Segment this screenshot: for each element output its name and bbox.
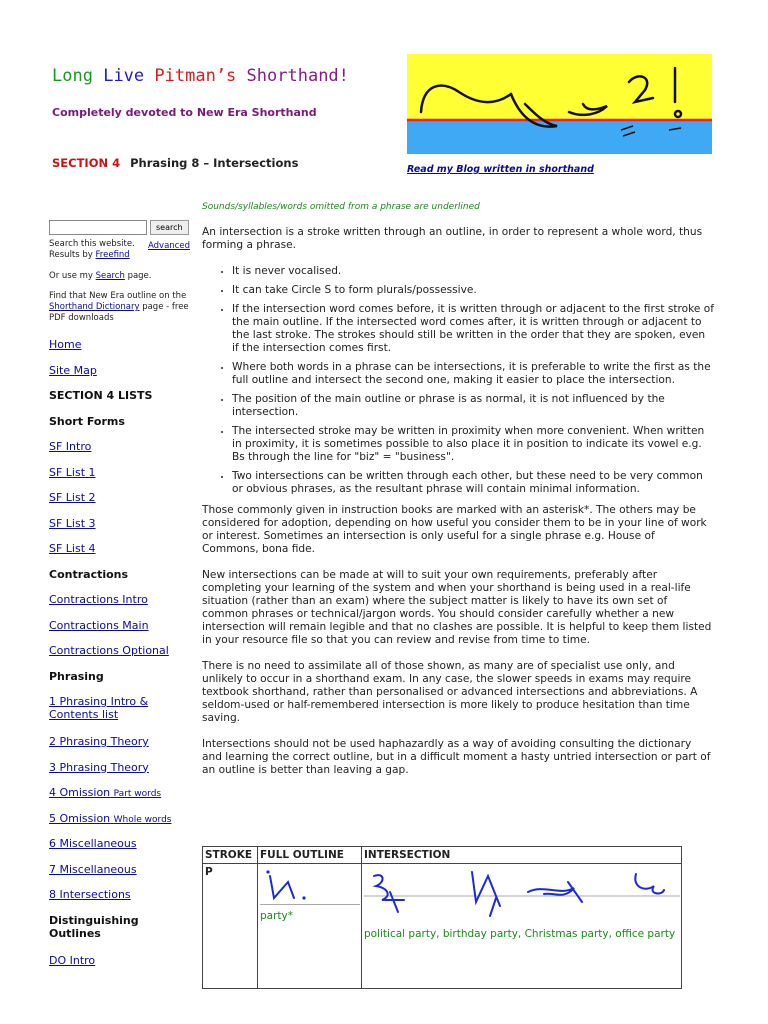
sidebar-link-contractions-optional[interactable] (49, 644, 189, 670)
body-paragraph: Intersections should not be used haphazardly as a way of avoiding consulting the dictionary and learning the correct outline, but in a difficult moment a hasty untried intersection or part of an outline is better than leaving a gap. (202, 738, 711, 776)
body-paragraph: There is no need to assimilate all of those shown, as many are of specialist use only, and unlikely to occur in a shorthand exam. In any case, the slower speeds in exams may require textbook shorthand, rather than personalised or advanced intersections and abbreviations. A seldom-used or half-remembered intersection is more likely to produce hesitation than time saving. (202, 660, 698, 724)
nav-label: 2 Phrasing Theory (49, 735, 149, 748)
sidebar-heading-distinguishing-outlines (49, 914, 189, 954)
nav-label: Contractions Intro (49, 593, 148, 606)
nav-label-small: Part words (113, 789, 162, 799)
sidebar-heading-phrasing (49, 670, 189, 696)
nav-label: Home (49, 338, 82, 351)
sidebar-link-sf-intro[interactable] (49, 440, 189, 466)
nav-label: 3 Phrasing Theory (49, 760, 149, 774)
list-item: • If the intersection word comes before, it is written through or adjacent to the first stroke of the main outline. If the intersected word comes after, it is written through or adjacent to the last stroke. The strokes should still be written in the order that they are spoken, even if the intersection comes first. (232, 303, 714, 355)
sidebar-heading-section-4-lists (49, 389, 189, 415)
nav-label: Site Map (49, 363, 97, 377)
section-heading (52, 156, 298, 170)
title-word-pitmans: Pitman’s (154, 66, 237, 86)
search-page-note (49, 271, 189, 282)
nav-label: 7 Miscellaneous (49, 862, 137, 876)
page-text: page. (127, 271, 152, 281)
full-outline-cell (258, 864, 362, 989)
main-content (202, 226, 714, 790)
search-meta (49, 239, 189, 263)
search-button[interactable]: search (150, 220, 189, 235)
header-full-outline: FULL OUTLINE (258, 847, 362, 864)
list-item: • Two intersections can be written through each other, but these need to be very common or obvious phrases, as the resultant phrase will contain minimal information. (232, 470, 714, 496)
sidebar-link-sf-list-3[interactable] (49, 517, 189, 543)
nav-label: 6 Miscellaneous (49, 837, 137, 850)
dictionary-note (49, 291, 189, 324)
list-item: • It is never vocalised. (232, 265, 714, 278)
intersection-cell (362, 864, 682, 989)
nav-label: SF List 2 (49, 491, 96, 504)
title-word-long: Long (52, 66, 93, 86)
sidebar-link-sf-list-1[interactable] (49, 466, 189, 492)
omission-note: Sounds/syllables/words omitted from a phrase are underlined (202, 202, 480, 212)
sidebar (49, 220, 189, 979)
nav-label: SECTION 4 LISTS (49, 389, 153, 402)
sidebar-link-8-intersections[interactable] (49, 888, 189, 914)
downloads-text: page - free PDF downloads (49, 302, 189, 323)
shorthand-dictionary-link[interactable]: Shorthand Dictionary (49, 302, 140, 312)
body-paragraph: New intersections can be made at will to suit your own requirements, preferably after completing your learning of the system and when your shorthand is being used in a real-life situation (rather than an exam) where the subject matter is likely to have its own set of common phrases or technical/jargon words. You should consider carefully whether a new intersection will remain legible and that no clashes are possible. It is helpful to keep them listed in your resource file so that you can review and revise from time to time. (202, 569, 712, 646)
or-use-text: Or use my (49, 271, 93, 281)
nav-label: 8 Intersections (49, 888, 131, 901)
header-stroke: STROKE (203, 847, 258, 864)
sidebar-heading-short-forms (49, 415, 189, 441)
nav-label: 4 Omission (49, 786, 111, 799)
full-outline-inner (260, 866, 359, 986)
table-header-row (203, 847, 682, 864)
nav-label: 5 Omission (49, 811, 111, 825)
site-tagline: Completely devoted to New Era Shorthand (52, 106, 317, 119)
list-item: • The intersected stroke may be written in proximity when more convenient. When written in proximity, it is sometimes possible to also place it in position to indicate its vowel e.g. Bs through the line for "biz" = "business". (232, 425, 714, 464)
sidebar-link-sf-list-4[interactable] (49, 542, 189, 568)
nav-label: Phrasing (49, 669, 104, 683)
sidebar-link-do-intro[interactable] (49, 954, 189, 980)
nav-label: Contractions Optional (49, 644, 169, 657)
sidebar-link-contractions-main[interactable] (49, 619, 189, 645)
nav-label: Short Forms (49, 414, 125, 428)
full-outline-caption: party* (260, 910, 293, 922)
nav-label: SF Intro (49, 440, 92, 453)
shorthand-intersections-image (364, 866, 684, 926)
title-word-shorthand: Shorthand! (246, 66, 349, 86)
nav-label: SF List 3 (49, 516, 96, 530)
sidebar-link-contractions-intro[interactable] (49, 593, 189, 619)
sidebar-link-4-omission[interactable] (49, 786, 189, 812)
intersection-caption: political party, birthday party, Christmas party, office party (364, 928, 676, 940)
nav-label: DO Intro (49, 953, 96, 967)
intro-paragraph: An intersection is a stroke written through an outline, in order to represent a whole word, thus forming a phrase. (202, 226, 703, 251)
nav-label: SF List 4 (49, 542, 96, 555)
table-row (203, 864, 682, 989)
sidebar-link-3-phrasing-theory[interactable] (49, 761, 189, 787)
sidebar-link-sf-list-2[interactable] (49, 491, 189, 517)
sidebar-link-7-miscellaneous[interactable] (49, 863, 189, 889)
search-input[interactable] (49, 220, 147, 235)
stroke-cell (203, 864, 258, 989)
stroke-value: P (205, 866, 213, 878)
header-intersection: INTERSECTION (362, 847, 682, 864)
list-item: • The position of the main outline or phrase is as normal, it is not influenced by the intersection. (232, 393, 714, 419)
sidebar-link-home[interactable] (49, 338, 189, 364)
intersection-inner (364, 866, 679, 986)
section-label: SECTION 4 (52, 156, 121, 170)
sidebar-link-5-omission[interactable] (49, 812, 189, 838)
shorthand-outline-party-image (260, 868, 360, 908)
nav-label: SF List 1 (49, 465, 96, 479)
outline-baseline (260, 904, 360, 905)
freefind-link[interactable]: Freefind (95, 250, 130, 260)
find-text: Find that New Era outline on the (49, 291, 187, 301)
results-by-text: Results by (49, 250, 93, 260)
sidebar-link-site-map[interactable] (49, 364, 189, 390)
search-row (49, 220, 189, 235)
intersections-table (202, 846, 682, 989)
sidebar-heading-contractions (49, 568, 189, 594)
body-paragraph: Those commonly given in instruction books are marked with an asterisk*. The others may be considered for adoption, depending on how useful you consider them to be in your line of work or interest. Sometimes an intersection is only useful for a single phrase e.g. House of Commons, bona fide. (202, 504, 707, 555)
search-page-link[interactable]: Search (95, 271, 125, 281)
title-word-live: Live (103, 66, 145, 86)
rules-list (202, 265, 714, 496)
nav-label: Contractions (49, 567, 129, 581)
site-title (52, 66, 349, 86)
sidebar-nav (49, 338, 189, 979)
list-item: • It can take Circle S to form plurals/possessive. (232, 284, 714, 297)
search-note-text: Search this website. (49, 239, 135, 249)
nav-label: 1 Phrasing Intro & Contents list (49, 695, 149, 721)
search-note (49, 239, 135, 261)
sidebar-link-1-phrasing-intro-contents-list[interactable] (49, 695, 189, 735)
sidebar-link-2-phrasing-theory[interactable] (49, 735, 189, 761)
nav-label-small: Whole words (113, 814, 172, 825)
nav-label: Contractions Main (49, 618, 149, 632)
advanced-search-link[interactable]: Advanced (148, 241, 190, 251)
sidebar-link-6-miscellaneous[interactable] (49, 837, 189, 863)
blog-link[interactable]: Read my Blog written in shorthand (407, 164, 594, 175)
nav-label: Distinguishing Outlines (49, 913, 139, 940)
list-item: • Where both words in a phrase can be intersections, it is preferable to write the first as the full outline and intersect the second one, making it easier to place the intersection. (232, 361, 714, 387)
shorthand-banner-image[interactable] (407, 54, 712, 154)
section-title: Phrasing 8 – Intersections (130, 156, 299, 170)
